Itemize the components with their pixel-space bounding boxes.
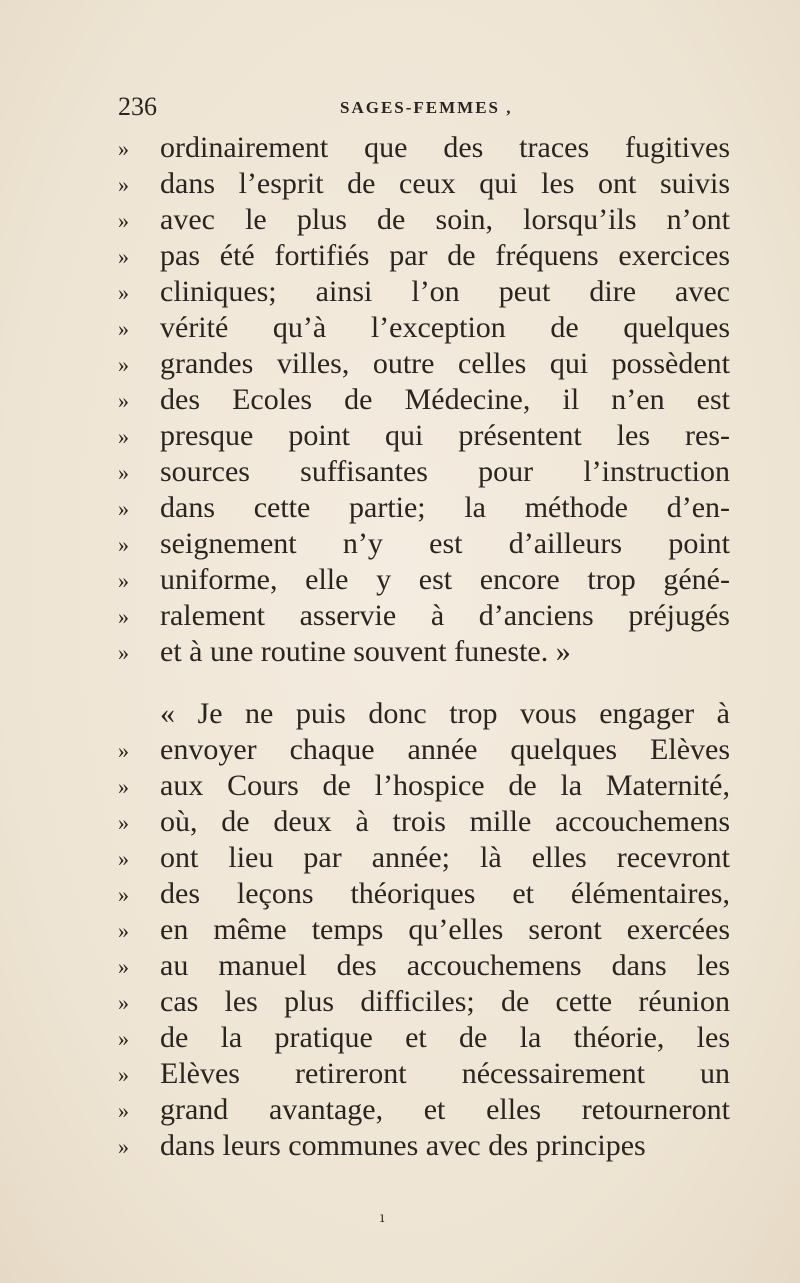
line-text: pas été fortifiés par de fréquens exercices — [160, 239, 730, 272]
text-line — [118, 948, 730, 984]
quote-mark: » — [118, 532, 129, 557]
running-head — [118, 92, 728, 122]
line-text: grand avantage, et elles retourneront — [160, 1093, 730, 1126]
text-line — [118, 768, 730, 804]
line-text: cas les plus difficiles; de cette réunion — [160, 985, 730, 1018]
text-line — [118, 840, 730, 876]
line-text: en même temps qu’elles seront exercées — [160, 913, 730, 946]
line-text: « Je ne puis donc trop vous engager à — [160, 697, 730, 730]
text-line — [118, 238, 730, 274]
text-line — [118, 1056, 730, 1092]
text-line — [118, 166, 730, 202]
text-line — [118, 598, 730, 634]
text-line — [118, 526, 730, 562]
line-text: des leçons théoriques et élémentaires, — [160, 877, 730, 910]
quote-mark: » — [118, 388, 129, 413]
text-line — [118, 984, 730, 1020]
text-line — [118, 696, 730, 732]
body-text — [118, 130, 730, 1164]
line-text: Elèves retireront nécessairement un — [160, 1057, 730, 1090]
line-text: seignement n’y est d’ailleurs point — [160, 527, 730, 560]
quote-mark: » — [118, 1026, 129, 1051]
line-text: où, de deux à trois mille accouchemens — [160, 805, 730, 838]
quote-mark: » — [118, 918, 129, 943]
quote-mark: » — [118, 774, 129, 799]
text-line — [118, 1020, 730, 1056]
line-text: ordinairement que des traces fugitives — [160, 131, 730, 164]
line-text: des Ecoles de Médecine, il n’en est — [160, 383, 730, 416]
text-line — [118, 274, 730, 310]
line-text: ont lieu par année; là elles recevront — [160, 841, 730, 874]
line-text: presque point qui présentent les res- — [160, 419, 730, 452]
text-line — [118, 804, 730, 840]
text-line — [118, 912, 730, 948]
quote-mark: » — [118, 990, 129, 1015]
quote-mark: » — [118, 1098, 129, 1123]
quote-mark: » — [118, 208, 129, 233]
text-line — [118, 562, 730, 598]
quote-mark: » — [118, 640, 129, 665]
quote-mark: » — [118, 568, 129, 593]
running-title: SAGES-FEMMES , — [340, 98, 513, 117]
line-text: et à une routine souvent funeste. » — [160, 635, 571, 668]
text-line — [118, 202, 730, 238]
line-text: de la pratique et de la théorie, les — [160, 1021, 730, 1054]
text-line — [118, 346, 730, 382]
quote-mark: » — [118, 172, 129, 197]
line-text: vérité qu’à l’exception de quelques — [160, 311, 730, 344]
paragraph-new-quote — [118, 696, 730, 1164]
page-number: 236 — [118, 92, 157, 121]
line-text: envoyer chaque année quelques Elèves — [160, 733, 730, 766]
paragraph-gap — [118, 670, 730, 696]
text-line — [118, 130, 730, 166]
text-line — [118, 418, 730, 454]
quote-mark: » — [118, 604, 129, 629]
text-line — [118, 732, 730, 768]
quote-mark: » — [118, 1062, 129, 1087]
line-text: au manuel des accouchemens dans les — [160, 949, 730, 982]
quote-mark: » — [118, 352, 129, 377]
quote-mark: » — [118, 280, 129, 305]
quote-mark: » — [118, 316, 129, 341]
quote-mark: » — [118, 1134, 129, 1159]
line-text: sources suffisantes pour l’instruction — [160, 455, 730, 488]
quote-mark: » — [118, 882, 129, 907]
text-line — [118, 382, 730, 418]
text-line — [118, 634, 730, 670]
quote-mark: » — [118, 136, 129, 161]
quote-mark: » — [118, 460, 129, 485]
text-line — [118, 454, 730, 490]
quote-mark: » — [118, 244, 129, 269]
line-text: ralement asservie à d’anciens préjugés — [160, 599, 730, 632]
text-line — [118, 490, 730, 526]
line-text: dans l’esprit de ceux qui les ont suivis — [160, 167, 730, 200]
line-text: aux Cours de l’hospice de la Maternité, — [160, 769, 730, 802]
quote-mark: » — [118, 738, 129, 763]
quote-mark: » — [118, 810, 129, 835]
quote-mark: » — [118, 954, 129, 979]
line-text: dans cette partie; la méthode d’en- — [160, 491, 730, 524]
signature-mark: ı — [380, 1210, 385, 1226]
quote-mark: » — [118, 846, 129, 871]
line-text: cliniques; ainsi l’on peut dire avec — [160, 275, 730, 308]
line-text: avec le plus de soin, lorsqu’ils n’ont — [160, 203, 730, 236]
quote-mark: » — [118, 496, 129, 521]
quote-mark: » — [118, 424, 129, 449]
text-line — [118, 1092, 730, 1128]
text-line — [118, 1128, 730, 1164]
text-line — [118, 876, 730, 912]
line-text: grandes villes, outre celles qui possèdent — [160, 347, 730, 380]
text-line — [118, 310, 730, 346]
paragraph-quote-continuation — [118, 130, 730, 670]
line-text: dans leurs communes avec des principes — [160, 1129, 646, 1162]
line-text: uniforme, elle y est encore trop géné- — [160, 563, 730, 596]
